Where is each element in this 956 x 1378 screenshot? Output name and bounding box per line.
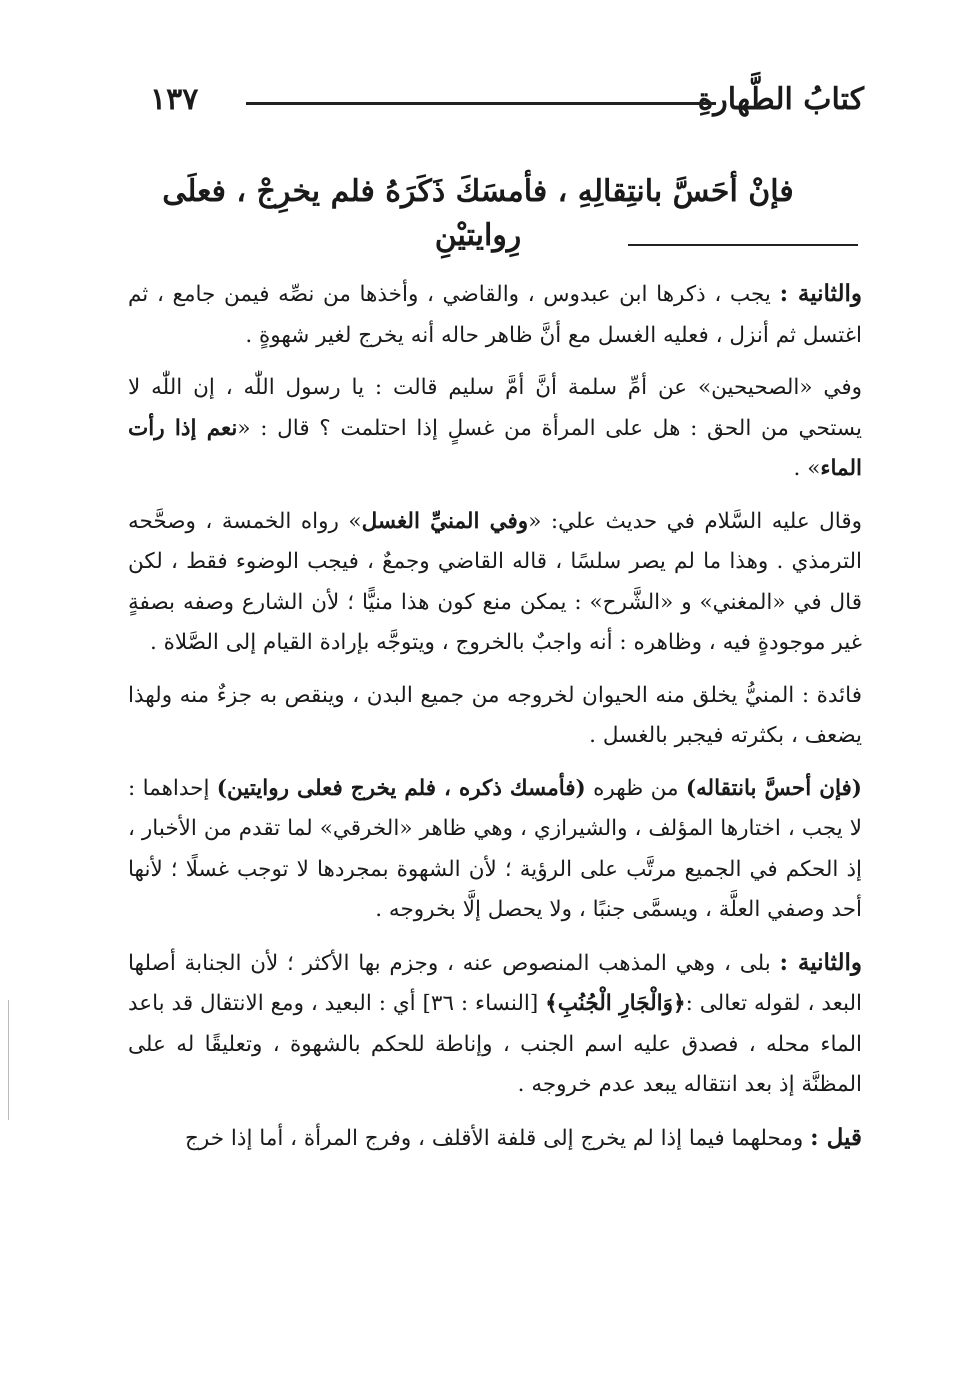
paragraph-text: ومحلهما فيما إذا لم يخرج إلى قلفة الأقلف ، وفرج المرأة ، أما إذا خرج bbox=[185, 1125, 811, 1151]
paragraph-lead: والثانية : bbox=[779, 280, 862, 307]
page-number: ١٣٧ bbox=[150, 82, 199, 117]
paragraph-text: يجب ، ذكرها ابن عبدوس ، والقاضي ، وأخذها من نصِّه فيمن جامع ، ثم اغتسل ثم أنزل ، فعليه الغسل مع أنَّ ظاهر حاله أنه يخرج لغير شهوةٍ . bbox=[128, 282, 862, 348]
paragraph-text: » . bbox=[793, 456, 821, 481]
paragraph-text: [النساء : ٣٦] أي : البعيد ، ومع الانتقال قد باعد الماء محله ، فصدق عليه اسم الجنب ، وإناطة للحكم بالشهوة ، وتعليقًا له على المظنَّة إذ بعد انتقاله يبعد عدم خروجه . bbox=[128, 991, 862, 1097]
paragraph-lead: قيل : bbox=[810, 1123, 862, 1151]
paragraph-text: » رواه الخمسة ، وصحَّحه الترمذي . وهذا ما لم يصر سلسًا ، قاله القاضي وجمعٌ ، فيجب الوضوء فقط ، لكن قال في «المغني» و «الشَّرح» : يمكن منع كون هذا منيًّا ؛ لأن الشارع وصفه بصفةٍ غير موجودةٍ فيه ، وظاهره : أنه واجبٌ بالخروج ، ويتوجَّه بإرادة القيام إلى الصَّلاة . bbox=[128, 508, 862, 655]
paragraph-text: فائدة : المنيُّ يخلق منه الحيوان لخروجه من جميع البدن ، وينقص به جزءٌ منه ولهذا يضعف ، بكثرته فيجبر بالغسل . bbox=[128, 682, 862, 748]
paragraph-second-narration bbox=[128, 274, 862, 356]
hadith-quote: وفي المنيِّ الغسل bbox=[361, 508, 529, 534]
matn-heading: فإنْ أحَسَّ بانتِقالِهِ ، فأمسَكَ ذَكَرَهُ فلم يخرِجْ ، فعلَى رِوايتيْنِ bbox=[162, 174, 794, 253]
paragraph-text: وفي «الصحيحين» عن أمِّ سلمة أنَّ أمَّ سليم قالت : يا رسول اللّٰه ، إن اللّٰه لا يستحي من الحق : هل على المرأة من غسلٍ إذا احتلمت ؟ قال : « bbox=[128, 375, 862, 441]
section-divider bbox=[628, 244, 858, 246]
paragraph-qila bbox=[128, 1118, 862, 1160]
paragraph-ali-hadith bbox=[128, 502, 862, 664]
header-rule bbox=[246, 102, 716, 105]
paragraph-sahihayn-hadith bbox=[128, 368, 862, 490]
matn-quote: (فإن أحسَّ بانتقاله) bbox=[685, 775, 862, 801]
paragraph-text: من ظهره bbox=[585, 775, 686, 801]
paragraph-lead: والثانية : bbox=[779, 948, 863, 976]
paragraph-second-view bbox=[128, 943, 862, 1106]
scan-edge-mark bbox=[8, 1000, 9, 1120]
page-header bbox=[150, 78, 864, 124]
matn-quote: (فأمسك ذكره ، فلم يخرج فعلى روايتين) bbox=[216, 775, 586, 801]
commentary-body bbox=[128, 274, 862, 1171]
quran-verse: ﴿وَالْجَارِ الْجُنُبِ﴾ bbox=[545, 991, 686, 1016]
hadith-quote: نعم إذا رأت الماء bbox=[128, 415, 862, 481]
paragraph-benefit bbox=[128, 676, 862, 757]
book-title: كتابُ الطَّهارةِ bbox=[697, 82, 864, 117]
paragraph-text: إحداهما : لا يجب ، اختارها المؤلف ، والشيرازي ، وهي ظاهر «الخرقي» لما تقدم من الأخبار ، إذ الحكم في الجميع مرتَّب على الرؤية ؛ لأن الشهوة بمجردها لا توجب غسلًا ؛ لأنها أحد وصفي العلَّة ، ويسمَّى جنبًا ، ولا يحصل إلَّا بخروجه . bbox=[128, 775, 862, 922]
paragraph-text: وقال عليه السَّلام في حديث علي: « bbox=[528, 508, 862, 534]
paragraph-matn-commentary bbox=[128, 769, 862, 931]
paragraph-text: بلى ، وهي المذهب المنصوص عنه ، وجزم بها الأكثر ؛ لأن الجنابة أصلها البعد ، لقوله تعالى : bbox=[128, 950, 862, 1016]
